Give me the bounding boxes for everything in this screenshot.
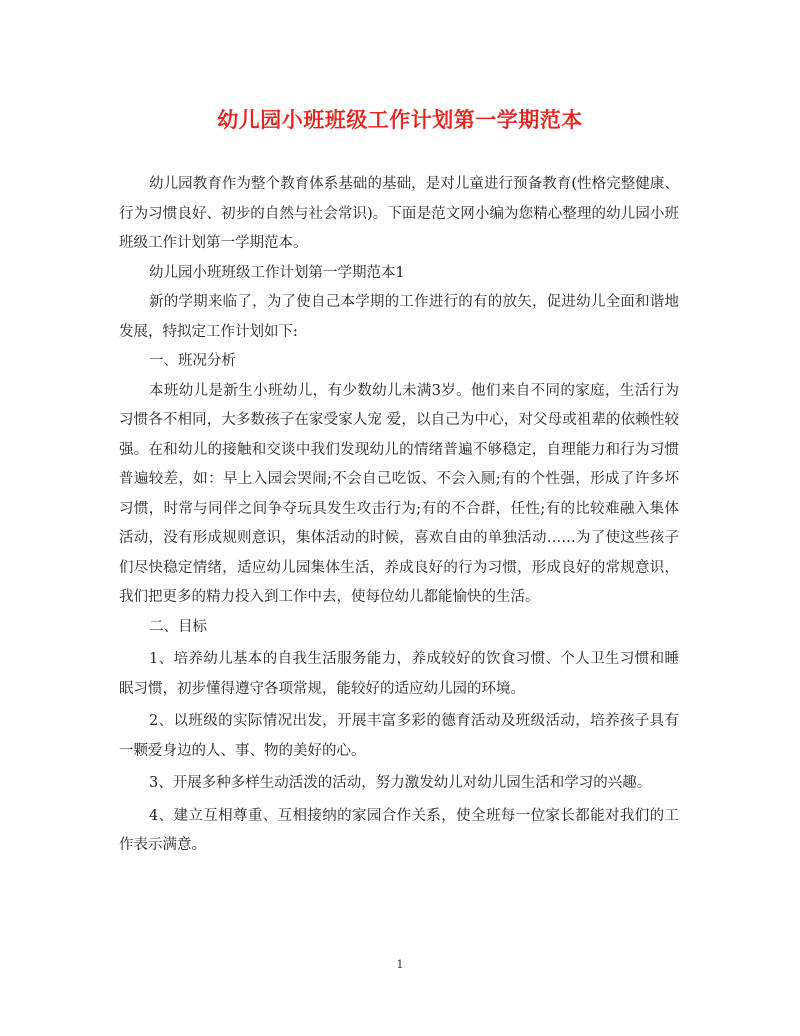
document-title: 幼儿园小班班级工作计划第一学期范本 — [217, 107, 583, 132]
goal-item-1: 1、培养幼儿基本的自我生活服务能力，养成较好的饮食习惯、个人卫生习惯和睡眠习惯，初步懂得遵守各项常规，能较好的适应幼儿园的环境。 — [119, 651, 679, 697]
section-heading-goals: 二、目标 — [149, 618, 207, 635]
opening-paragraph: 新的学期来临了，为了使自己本学期的工作进行的有的放矢，促进幼儿全面和谐地发展，特拟定工作计划如下: — [119, 294, 679, 340]
goal-item-3: 3、开展多种多样生动活泼的活动，努力激发幼儿对幼儿园生活和学习的兴趣。 — [149, 775, 652, 791]
section-heading-plan-1: 幼儿园小班班级工作计划第一学期范本1 — [149, 264, 405, 281]
goal-item-2: 2、以班级的实际情况出发，开展丰富多彩的德育活动及班级活动，培养孩子具有一颗爱身边的人、事、物的美好的心。 — [119, 713, 679, 759]
page-number: 1 — [396, 958, 404, 971]
goal-item-4: 4、建立互相尊重、互相接纳的家园合作关系，使全班每一位家长都能对我们的工作表示满意。 — [119, 807, 679, 853]
document-body — [119, 170, 679, 861]
class-analysis-paragraph: 本班幼儿是新生小班幼儿，有少数幼儿未满3岁。他们来自不同的家庭，生活行为习惯各不相同，大多数孩子在家受家人宠 爱，以自己为中心，对父母或祖辈的依赖性较强。在和幼儿的接触和交谈中我们发现幼儿的情绪普遍不够稳定，自理能力和行为习惯普遍较差，如：早上入园会哭闹;不会自己吃饭、不会入厕;有的个性强，形成了许多坏习惯，时常与同伴之间争夺玩具发生攻击行为;有的不合群，任性;有的比较难融入集体活动，没有形成规则意识，集体活动的时候，喜欢自由的单独活动……为了使这些孩子们尽快稳定情绪，适应幼儿园集体生活，养成良好的行为习惯，形成良好的常规意识，我们把更多的精力投入到工作中去，使每位幼儿都能愉快的生活。 — [119, 382, 679, 605]
intro-paragraph: 幼儿园教育作为整个教育体系基础的基础，是对儿童进行预备教育(性格完整健康、行为习惯良好、初步的自然与社会常识)。下面是范文网小编为您精心整理的幼儿园小班班级工作计划第一学期范本。 — [119, 176, 679, 251]
section-heading-class-analysis: 一、班况分析 — [149, 353, 236, 369]
